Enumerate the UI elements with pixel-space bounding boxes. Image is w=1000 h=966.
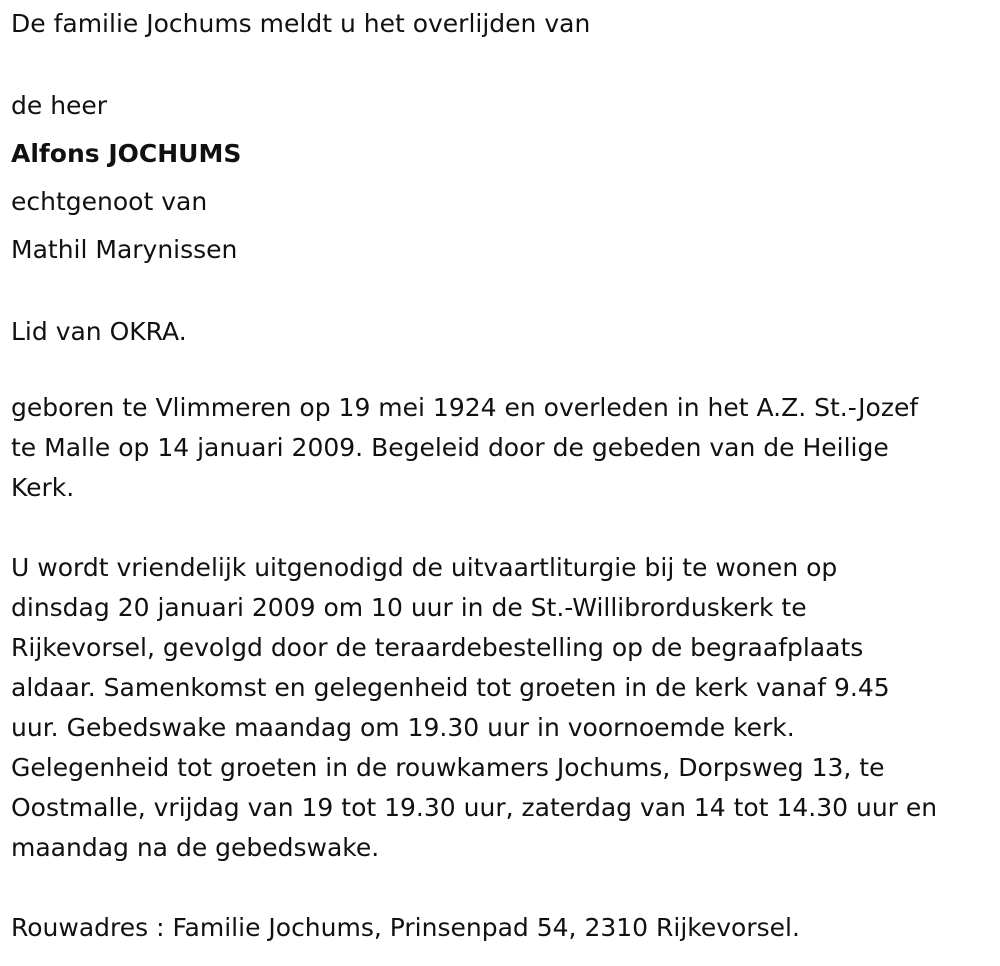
intro-text: De familie Jochums meldt u het overlijden van <box>11 9 591 38</box>
birth-death-paragraph <box>11 388 996 508</box>
paragraph-line: geboren te Vlimmeren op 19 mei 1924 en overleden in het A.Z. St.-Jozef <box>11 393 919 422</box>
spouse-name: Mathil Marynissen <box>11 235 238 264</box>
paragraph-line: Rijkevorsel, gevolgd door de teraardebestelling op de begraafplaats <box>11 633 864 662</box>
paragraph-line: Kerk. <box>11 473 75 502</box>
paragraph-line: Gelegenheid tot groeten in de rouwkamers Jochums, Dorpsweg 13, te <box>11 753 885 782</box>
paragraph-line: U wordt vriendelijk uitgenodigd de uitvaartliturgie bij te wonen op <box>11 553 838 582</box>
spacer <box>11 48 996 82</box>
title-text: de heer <box>11 91 108 120</box>
deceased-name: Alfons JOCHUMS <box>11 139 242 168</box>
paragraph-line: te Malle op 14 januari 2009. Begeleid door de gebeden van de Heilige <box>11 433 889 462</box>
paragraph-line: dinsdag 20 januari 2009 om 10 uur in de St.-Willibrorduskerk te <box>11 593 807 622</box>
paragraph-line: Oostmalle, vrijdag van 19 tot 19.30 uur, zaterdag van 14 tot 14.30 uur en <box>11 793 938 822</box>
paragraph-line: aldaar. Samenkomst en gelegenheid tot groeten in de kerk vanaf 9.45 <box>11 673 890 702</box>
spacer <box>11 274 996 308</box>
mourning-address: Rouwadres : Familie Jochums, Prinsenpad 54, 2310 Rijkevorsel. <box>11 913 800 942</box>
relation-text: echtgenoot van <box>11 187 208 216</box>
paragraph-line: maandag na de gebedswake. <box>11 833 380 862</box>
spacer <box>11 356 996 388</box>
invitation-paragraph <box>11 548 996 868</box>
spacer <box>11 508 996 548</box>
death-notice <box>11 0 996 948</box>
membership-text: Lid van OKRA. <box>11 317 187 346</box>
paragraph-line: uur. Gebedswake maandag om 19.30 uur in voornoemde kerk. <box>11 713 795 742</box>
spacer <box>11 868 996 908</box>
